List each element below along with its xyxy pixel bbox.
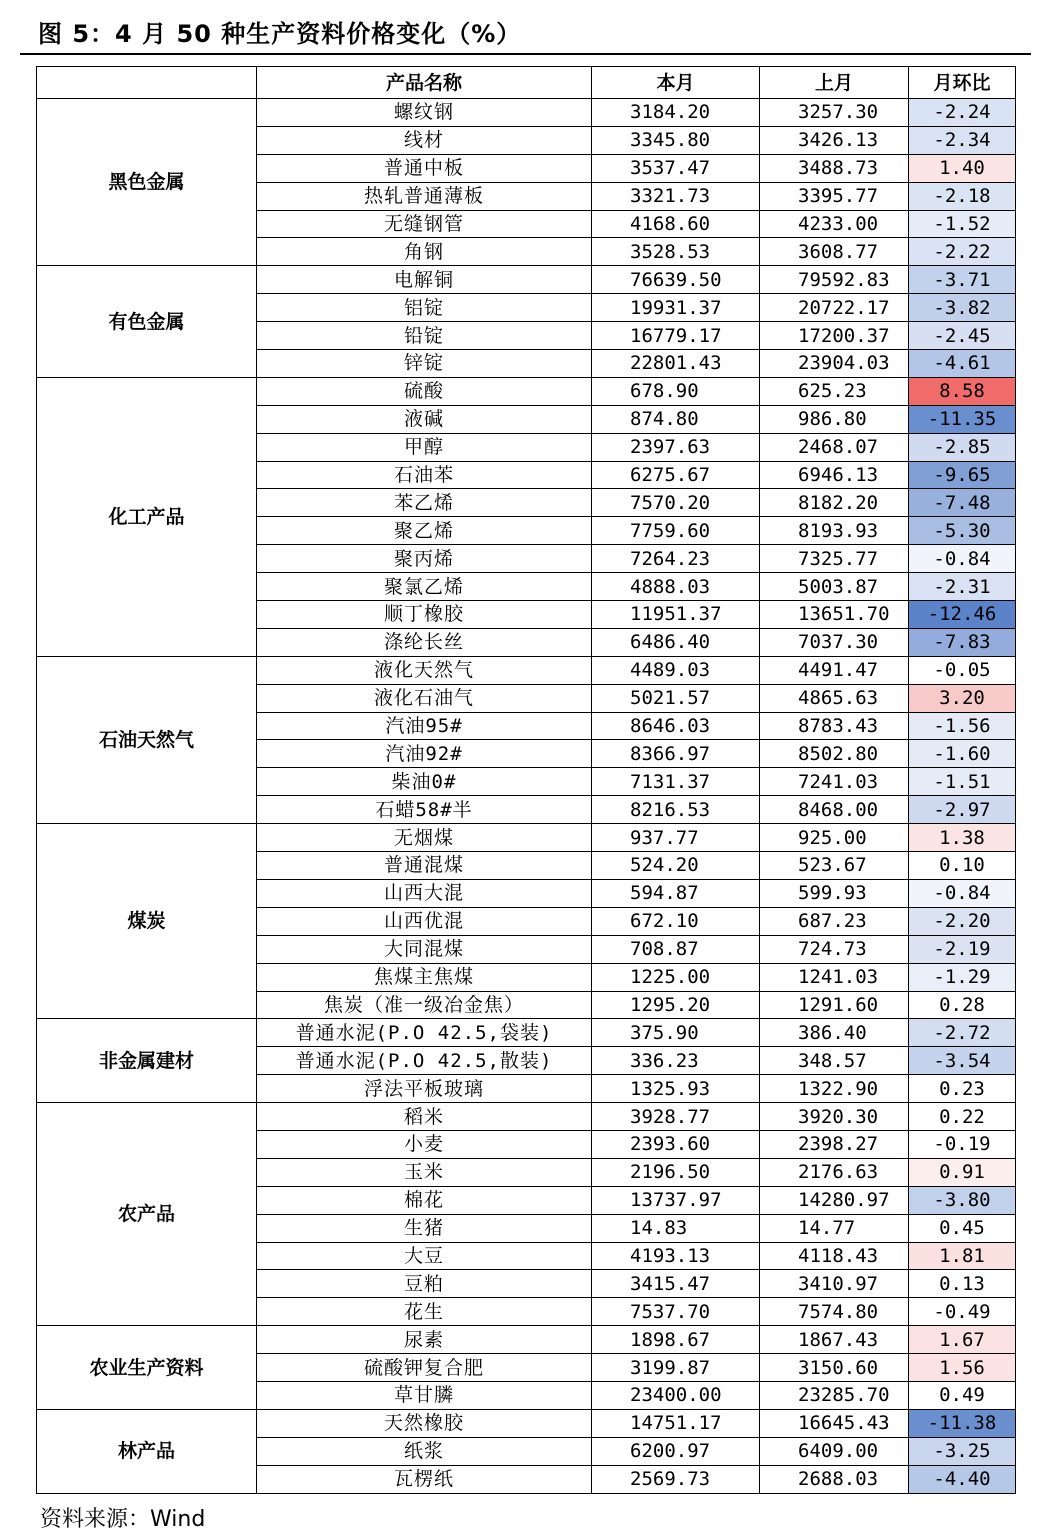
product-cell: 普通水泥(P.O 42.5,散装) (257, 1047, 592, 1075)
mom-change-cell: -11.38 (909, 1409, 1016, 1437)
previous-month-cell: 8502.80 (760, 740, 909, 768)
previous-month-cell: 4865.63 (760, 684, 909, 712)
mom-change-cell: -0.05 (909, 656, 1016, 684)
category-cell: 石油天然气 (37, 656, 257, 823)
product-cell: 苯乙烯 (257, 489, 592, 517)
current-month-cell: 1225.00 (592, 963, 760, 991)
current-month-cell: 6275.67 (592, 461, 760, 489)
previous-month-cell: 925.00 (760, 824, 909, 852)
previous-month-cell: 3395.77 (760, 182, 909, 210)
mom-change-cell: -2.85 (909, 433, 1016, 461)
product-cell: 瓦楞纸 (257, 1465, 592, 1493)
previous-month-cell: 6409.00 (760, 1437, 909, 1465)
previous-month-cell: 23285.70 (760, 1381, 909, 1409)
mom-change-cell: 0.23 (909, 1075, 1016, 1103)
product-cell: 硫酸 (257, 377, 592, 405)
mom-change-cell: -3.25 (909, 1437, 1016, 1465)
previous-month-cell: 14.77 (760, 1214, 909, 1242)
price-change-table (36, 66, 1016, 1494)
mom-change-cell: -0.84 (909, 879, 1016, 907)
previous-month-cell: 14280.97 (760, 1186, 909, 1214)
mom-change-cell: 1.40 (909, 154, 1016, 182)
previous-month-cell: 8193.93 (760, 517, 909, 545)
current-month-cell: 4193.13 (592, 1242, 760, 1270)
product-cell: 焦炭（准一级冶金焦） (257, 991, 592, 1019)
previous-month-cell: 724.73 (760, 935, 909, 963)
mom-change-cell: -11.35 (909, 405, 1016, 433)
mom-change-cell: 0.13 (909, 1270, 1016, 1298)
previous-month-cell: 3488.73 (760, 154, 909, 182)
header-product: 产品名称 (257, 67, 592, 99)
current-month-cell: 22801.43 (592, 350, 760, 378)
category-cell: 非金属建材 (37, 1019, 257, 1103)
current-month-cell: 23400.00 (592, 1381, 760, 1409)
previous-month-cell: 5003.87 (760, 573, 909, 601)
product-cell: 山西优混 (257, 907, 592, 935)
mom-change-cell: -0.84 (909, 545, 1016, 573)
table-row (37, 266, 1016, 294)
previous-month-cell: 3426.13 (760, 126, 909, 154)
current-month-cell: 3928.77 (592, 1103, 760, 1131)
previous-month-cell: 2176.63 (760, 1158, 909, 1186)
previous-month-cell: 13651.70 (760, 601, 909, 629)
product-cell: 普通混煤 (257, 852, 592, 880)
product-cell: 顺丁橡胶 (257, 601, 592, 629)
current-month-cell: 8216.53 (592, 796, 760, 824)
mom-change-cell: -4.40 (909, 1465, 1016, 1493)
product-cell: 电解铜 (257, 266, 592, 294)
previous-month-cell: 8468.00 (760, 796, 909, 824)
category-cell: 黑色金属 (37, 99, 257, 266)
mom-change-cell: -12.46 (909, 601, 1016, 629)
mom-change-cell: 1.56 (909, 1354, 1016, 1382)
product-cell: 石蜡58#半 (257, 796, 592, 824)
mom-change-cell: -0.19 (909, 1130, 1016, 1158)
previous-month-cell: 2688.03 (760, 1465, 909, 1493)
current-month-cell: 1295.20 (592, 991, 760, 1019)
mom-change-cell: -2.24 (909, 99, 1016, 127)
product-cell: 涤纶长丝 (257, 628, 592, 656)
mom-change-cell: 3.20 (909, 684, 1016, 712)
mom-change-cell: -1.56 (909, 712, 1016, 740)
product-cell: 聚丙烯 (257, 545, 592, 573)
product-cell: 锌锭 (257, 350, 592, 378)
previous-month-cell: 7241.03 (760, 768, 909, 796)
current-month-cell: 4888.03 (592, 573, 760, 601)
mom-change-cell: -1.29 (909, 963, 1016, 991)
current-month-cell: 678.90 (592, 377, 760, 405)
product-cell: 普通中板 (257, 154, 592, 182)
header-previous-month: 上月 (760, 67, 909, 99)
mom-change-cell: -7.83 (909, 628, 1016, 656)
current-month-cell: 937.77 (592, 824, 760, 852)
mom-change-cell: -7.48 (909, 489, 1016, 517)
header-current-month: 本月 (592, 67, 760, 99)
previous-month-cell: 4233.00 (760, 210, 909, 238)
current-month-cell: 2569.73 (592, 1465, 760, 1493)
product-cell: 纸浆 (257, 1437, 592, 1465)
current-month-cell: 708.87 (592, 935, 760, 963)
current-month-cell: 3537.47 (592, 154, 760, 182)
product-cell: 液碱 (257, 405, 592, 433)
mom-change-cell: -2.31 (909, 573, 1016, 601)
current-month-cell: 3528.53 (592, 238, 760, 266)
previous-month-cell: 3257.30 (760, 99, 909, 127)
product-cell: 液化石油气 (257, 684, 592, 712)
mom-change-cell: -2.34 (909, 126, 1016, 154)
product-cell: 焦煤主焦煤 (257, 963, 592, 991)
figure-title: 图 5：4 月 50 种生产资料价格变化（%） (38, 20, 522, 48)
table-row (37, 1103, 1016, 1131)
mom-change-cell: 0.49 (909, 1381, 1016, 1409)
mom-change-cell: -1.60 (909, 740, 1016, 768)
table-row (37, 1409, 1016, 1437)
product-cell: 汽油92# (257, 740, 592, 768)
header-mom-change: 月环比 (909, 67, 1016, 99)
mom-change-cell: -2.45 (909, 322, 1016, 350)
previous-month-cell: 7325.77 (760, 545, 909, 573)
product-cell: 大同混煤 (257, 935, 592, 963)
current-month-cell: 7131.37 (592, 768, 760, 796)
current-month-cell: 16779.17 (592, 322, 760, 350)
product-cell: 柴油0# (257, 768, 592, 796)
product-cell: 聚乙烯 (257, 517, 592, 545)
mom-change-cell: 0.45 (909, 1214, 1016, 1242)
current-month-cell: 6486.40 (592, 628, 760, 656)
current-month-cell: 3415.47 (592, 1270, 760, 1298)
product-cell: 硫酸钾复合肥 (257, 1354, 592, 1382)
mom-change-cell: 1.67 (909, 1326, 1016, 1354)
previous-month-cell: 1241.03 (760, 963, 909, 991)
current-month-cell: 8646.03 (592, 712, 760, 740)
current-month-cell: 4489.03 (592, 656, 760, 684)
current-month-cell: 3321.73 (592, 182, 760, 210)
previous-month-cell: 1291.60 (760, 991, 909, 1019)
mom-change-cell: 0.22 (909, 1103, 1016, 1131)
previous-month-cell: 8783.43 (760, 712, 909, 740)
mom-change-cell: -3.54 (909, 1047, 1016, 1075)
category-cell: 农产品 (37, 1103, 257, 1326)
previous-month-cell: 6946.13 (760, 461, 909, 489)
category-cell: 煤炭 (37, 824, 257, 1019)
table-row (37, 824, 1016, 852)
mom-change-cell: -5.30 (909, 517, 1016, 545)
table-row (37, 656, 1016, 684)
current-month-cell: 3199.87 (592, 1354, 760, 1382)
current-month-cell: 7264.23 (592, 545, 760, 573)
current-month-cell: 4168.60 (592, 210, 760, 238)
product-cell: 天然橡胶 (257, 1409, 592, 1437)
header-category (37, 67, 257, 99)
product-cell: 尿素 (257, 1326, 592, 1354)
product-cell: 无烟煤 (257, 824, 592, 852)
product-cell: 螺纹钢 (257, 99, 592, 127)
table-row (37, 1019, 1016, 1047)
product-cell: 聚氯乙烯 (257, 573, 592, 601)
current-month-cell: 19931.37 (592, 294, 760, 322)
product-cell: 线材 (257, 126, 592, 154)
previous-month-cell: 599.93 (760, 879, 909, 907)
mom-change-cell: -3.80 (909, 1186, 1016, 1214)
mom-change-cell: 1.81 (909, 1242, 1016, 1270)
current-month-cell: 336.23 (592, 1047, 760, 1075)
current-month-cell: 8366.97 (592, 740, 760, 768)
current-month-cell: 7759.60 (592, 517, 760, 545)
mom-change-cell: -3.71 (909, 266, 1016, 294)
title-divider (20, 53, 1031, 55)
mom-change-cell: 8.58 (909, 377, 1016, 405)
previous-month-cell: 23904.03 (760, 350, 909, 378)
previous-month-cell: 4491.47 (760, 656, 909, 684)
mom-change-cell: 0.10 (909, 852, 1016, 880)
previous-month-cell: 16645.43 (760, 1409, 909, 1437)
category-cell: 林产品 (37, 1409, 257, 1493)
product-cell: 花生 (257, 1298, 592, 1326)
product-cell: 生猪 (257, 1214, 592, 1242)
product-cell: 铝锭 (257, 294, 592, 322)
mom-change-cell: -4.61 (909, 350, 1016, 378)
category-cell: 农业生产资料 (37, 1326, 257, 1410)
current-month-cell: 594.87 (592, 879, 760, 907)
previous-month-cell: 20722.17 (760, 294, 909, 322)
mom-change-cell: -3.82 (909, 294, 1016, 322)
product-cell: 山西大混 (257, 879, 592, 907)
current-month-cell: 874.80 (592, 405, 760, 433)
table-row (37, 377, 1016, 405)
mom-change-cell: -0.49 (909, 1298, 1016, 1326)
previous-month-cell: 2468.07 (760, 433, 909, 461)
previous-month-cell: 348.57 (760, 1047, 909, 1075)
category-cell: 化工产品 (37, 377, 257, 656)
product-cell: 小麦 (257, 1130, 592, 1158)
product-cell: 稻米 (257, 1103, 592, 1131)
previous-month-cell: 17200.37 (760, 322, 909, 350)
current-month-cell: 14.83 (592, 1214, 760, 1242)
product-cell: 草甘膦 (257, 1381, 592, 1409)
current-month-cell: 375.90 (592, 1019, 760, 1047)
previous-month-cell: 687.23 (760, 907, 909, 935)
mom-change-cell: -1.51 (909, 768, 1016, 796)
previous-month-cell: 523.67 (760, 852, 909, 880)
previous-month-cell: 4118.43 (760, 1242, 909, 1270)
mom-change-cell: -2.19 (909, 935, 1016, 963)
previous-month-cell: 625.23 (760, 377, 909, 405)
table-row (37, 1326, 1016, 1354)
current-month-cell: 7570.20 (592, 489, 760, 517)
product-cell: 甲醇 (257, 433, 592, 461)
previous-month-cell: 8182.20 (760, 489, 909, 517)
mom-change-cell: 0.28 (909, 991, 1016, 1019)
mom-change-cell: -2.18 (909, 182, 1016, 210)
current-month-cell: 2393.60 (592, 1130, 760, 1158)
product-cell: 大豆 (257, 1242, 592, 1270)
current-month-cell: 1898.67 (592, 1326, 760, 1354)
product-cell: 热轧普通薄板 (257, 182, 592, 210)
mom-change-cell: -9.65 (909, 461, 1016, 489)
current-month-cell: 13737.97 (592, 1186, 760, 1214)
product-cell: 无缝钢管 (257, 210, 592, 238)
mom-change-cell: 0.91 (909, 1158, 1016, 1186)
previous-month-cell: 1867.43 (760, 1326, 909, 1354)
product-cell: 普通水泥(P.O 42.5,袋装) (257, 1019, 592, 1047)
product-cell: 石油苯 (257, 461, 592, 489)
mom-change-cell: 1.38 (909, 824, 1016, 852)
previous-month-cell: 7037.30 (760, 628, 909, 656)
table-body (37, 99, 1016, 1494)
current-month-cell: 672.10 (592, 907, 760, 935)
previous-month-cell: 1322.90 (760, 1075, 909, 1103)
current-month-cell: 3345.80 (592, 126, 760, 154)
current-month-cell: 5021.57 (592, 684, 760, 712)
current-month-cell: 14751.17 (592, 1409, 760, 1437)
previous-month-cell: 3150.60 (760, 1354, 909, 1382)
product-cell: 角钢 (257, 238, 592, 266)
previous-month-cell: 3920.30 (760, 1103, 909, 1131)
mom-change-cell: -2.72 (909, 1019, 1016, 1047)
mom-change-cell: -2.22 (909, 238, 1016, 266)
category-cell: 有色金属 (37, 266, 257, 378)
previous-month-cell: 386.40 (760, 1019, 909, 1047)
current-month-cell: 7537.70 (592, 1298, 760, 1326)
source-note: 资料来源：Wind (40, 1507, 206, 1532)
previous-month-cell: 986.80 (760, 405, 909, 433)
product-cell: 浮法平板玻璃 (257, 1075, 592, 1103)
mom-change-cell: -2.97 (909, 796, 1016, 824)
product-cell: 玉米 (257, 1158, 592, 1186)
previous-month-cell: 3608.77 (760, 238, 909, 266)
previous-month-cell: 7574.80 (760, 1298, 909, 1326)
previous-month-cell: 2398.27 (760, 1130, 909, 1158)
current-month-cell: 3184.20 (592, 99, 760, 127)
current-month-cell: 2397.63 (592, 433, 760, 461)
product-cell: 铅锭 (257, 322, 592, 350)
product-cell: 豆粕 (257, 1270, 592, 1298)
current-month-cell: 524.20 (592, 852, 760, 880)
current-month-cell: 76639.50 (592, 266, 760, 294)
product-cell: 汽油95# (257, 712, 592, 740)
product-cell: 棉花 (257, 1186, 592, 1214)
table-row (37, 99, 1016, 127)
current-month-cell: 11951.37 (592, 601, 760, 629)
previous-month-cell: 79592.83 (760, 266, 909, 294)
mom-change-cell: -2.20 (909, 907, 1016, 935)
product-cell: 液化天然气 (257, 656, 592, 684)
current-month-cell: 2196.50 (592, 1158, 760, 1186)
current-month-cell: 1325.93 (592, 1075, 760, 1103)
table-header-row (37, 67, 1016, 99)
previous-month-cell: 3410.97 (760, 1270, 909, 1298)
mom-change-cell: -1.52 (909, 210, 1016, 238)
current-month-cell: 6200.97 (592, 1437, 760, 1465)
